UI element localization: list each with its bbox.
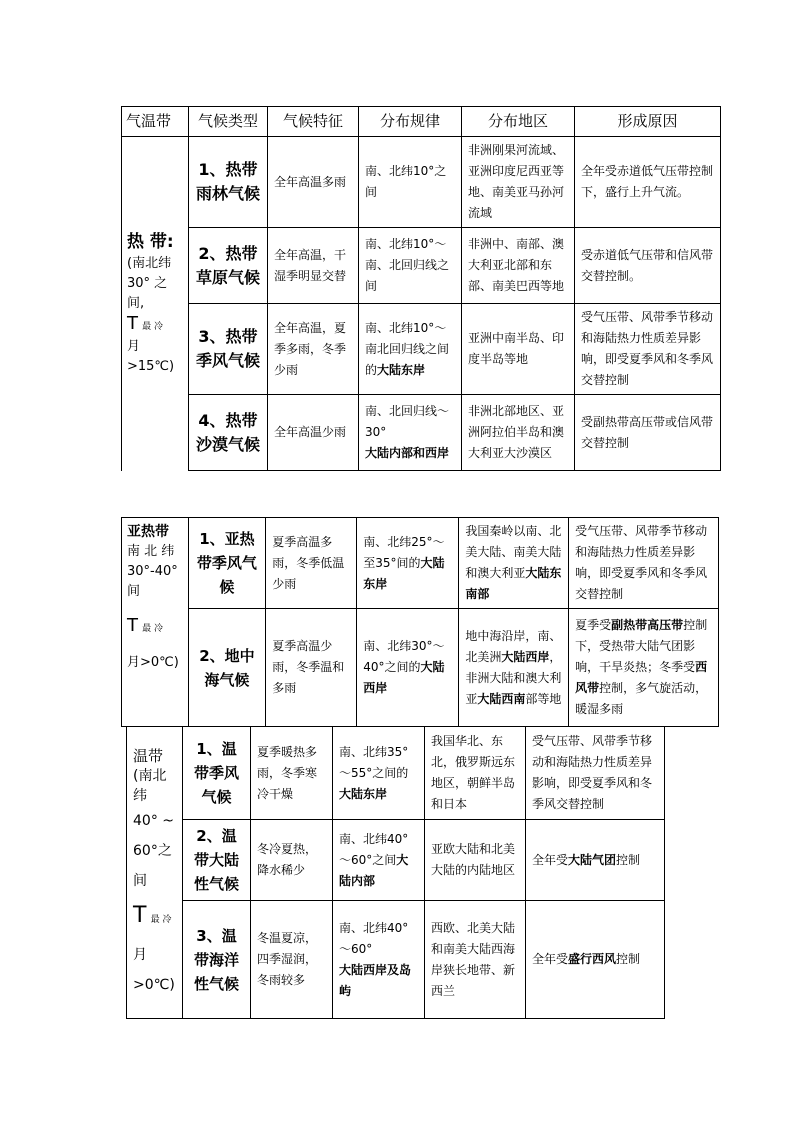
zone-range: 南 北 纬	[127, 544, 175, 559]
cause-bold-2: 西风带	[575, 660, 708, 695]
region-text: 我国秦岭以南、北美大陆、南美大陆和澳大利亚	[465, 524, 562, 580]
rule-bold: 大陆内部和西岸	[365, 446, 450, 460]
header-row	[122, 107, 721, 137]
distribution-rule	[359, 304, 462, 395]
zone-temp-T: T	[127, 615, 138, 636]
header-climate-type: 气候类型	[189, 107, 268, 137]
zone-range-2: 30°-40°	[127, 564, 178, 579]
cause-text-2: 控制下，受热带大陆气团影响，干旱炎热；冬季受	[575, 618, 708, 674]
cause-bold: 副热带高压带	[611, 618, 684, 632]
climate-feature: 冬温夏凉，四季湿润，冬雨较多	[251, 901, 333, 1019]
header-distribution-rule: 分布规律	[359, 107, 462, 137]
climate-feature: 全年高温，夏季多雨，冬季少雨	[268, 304, 359, 395]
climate-type: 1、热带雨林气候	[189, 137, 268, 228]
climate-feature: 夏季高温多雨，冬季低温少雨	[266, 518, 357, 609]
distribution-rule	[333, 820, 425, 901]
table-row	[122, 518, 719, 609]
zone-range: (南北纬	[127, 256, 172, 272]
header-formation-cause: 形成原因	[575, 107, 721, 137]
distribution-region	[459, 518, 569, 609]
formation-cause: 全年受赤道低气压带控制下，盛行上升气流。	[575, 137, 721, 228]
region-bold-2: 大陆西南	[477, 691, 526, 706]
climate-type: 2、地中海气候	[188, 609, 266, 727]
climate-feature: 冬冷夏热，降水稀少	[251, 820, 333, 901]
formation-cause: 受副热带高压带或信风带交替控制	[575, 395, 721, 471]
rule-bold: 大陆东岸	[363, 555, 445, 591]
tropical-zone-table	[121, 106, 721, 471]
header-climate-feature: 气候特征	[268, 107, 359, 137]
climate-feature: 夏季暖热多雨，冬季寒冷干燥	[251, 727, 333, 820]
cause-text-2: 控制	[616, 852, 641, 867]
distribution-region: 我国华北、东北，俄罗斯远东地区，朝鲜半岛和日本	[425, 727, 526, 820]
rule-text: 南、北纬30°～40°之间的	[363, 639, 445, 674]
rule-bold: 大陆东岸	[339, 786, 388, 801]
climate-type: 2、热带草原气候	[189, 228, 268, 304]
header-distribution-region: 分布地区	[462, 107, 575, 137]
zone-cell-temperate	[127, 727, 183, 1019]
distribution-rule	[333, 727, 425, 820]
climate-type: 3、热带季风气候	[189, 304, 268, 395]
header-zone: 气温带	[122, 107, 189, 137]
climate-type: 1、亚热带季风气候	[188, 518, 266, 609]
zone-temp-month: 月>15℃)	[127, 339, 175, 375]
zone-name: 热 带:	[127, 232, 174, 253]
climate-type: 3、温带海洋性气候	[183, 901, 251, 1019]
region-text: 地中海沿岸，南、北美洲	[465, 628, 562, 664]
cause-bold: 大陆气团	[568, 852, 617, 867]
cause-bold: 盛行西风	[568, 952, 617, 966]
formation-cause: 受气压带、风带季节移动和海陆热力性质差异影响，即受夏季风和冬季风交替控制	[526, 727, 665, 820]
subtropical-zone-table	[121, 517, 719, 727]
formation-cause: 受气压带、风带季节移动和海陆热力性质差异影响，即受夏季风和冬季风交替控制	[569, 518, 719, 609]
distribution-rule: 南、北纬10°～南、北回归线之间	[359, 228, 462, 304]
zone-name: 亚热带	[127, 524, 169, 540]
zone-temp-T: T	[127, 313, 138, 335]
climate-type: 4、热带沙漠气候	[189, 395, 268, 471]
rule-text: 南、北回归线～30°	[365, 404, 450, 439]
table-row	[127, 727, 665, 820]
zone-temp-T: T	[133, 902, 147, 928]
region-bold: 大陆东南部	[465, 566, 562, 601]
table-row	[127, 901, 665, 1019]
cause-text-2: 控制	[616, 952, 641, 966]
distribution-rule	[359, 395, 462, 471]
formation-cause	[526, 820, 665, 901]
zone-temp	[127, 616, 183, 639]
formation-cause	[526, 901, 665, 1019]
rule-text: 南、北纬10°～南北回归线之间的	[365, 320, 450, 377]
table-row	[122, 395, 721, 471]
distribution-rule	[333, 901, 425, 1019]
rule-bold: 大陆东岸	[377, 362, 426, 377]
climate-feature: 全年高温多雨	[268, 137, 359, 228]
region-text-2: ，非洲大陆和澳大利亚	[465, 649, 562, 706]
climate-feature: 全年高温少雨	[268, 395, 359, 471]
zone-range-3: 60°之间	[133, 842, 172, 889]
rule-text: 南、北纬40°～60°	[339, 920, 409, 956]
zone-temp-sub: 最 冷	[150, 914, 172, 925]
climate-feature: 夏季高温少雨，冬季温和多雨	[266, 609, 357, 727]
formation-cause	[569, 609, 719, 727]
table-row	[127, 820, 665, 901]
distribution-region: 非洲北部地区、亚洲阿拉伯半岛和澳大利亚大沙漠区	[462, 395, 575, 471]
distribution-region: 非洲刚果河流域、亚洲印度尼西亚等地、南美亚马孙河流域	[462, 137, 575, 228]
zone-range-2: 40° ~	[133, 812, 174, 829]
distribution-rule	[359, 137, 462, 228]
zone-temp-sub: 最 冷	[142, 322, 164, 333]
table-row	[122, 137, 721, 228]
distribution-rule	[357, 518, 459, 609]
rule-bold: 大陆内部	[339, 852, 409, 888]
rule-text: 南、北纬35°～55°之间的	[339, 744, 409, 780]
zone-temp-month: 月>0℃)	[133, 946, 175, 993]
zone-name: 温带	[133, 746, 164, 765]
distribution-region: 亚洲中南半岛、印度半岛等地	[462, 304, 575, 395]
distribution-rule	[357, 609, 459, 727]
table-row	[122, 609, 719, 727]
table-row	[122, 228, 721, 304]
rule-bold: 大陆西岸	[363, 660, 445, 695]
zone-temp-month: 月>0℃)	[127, 655, 179, 670]
cause-text: 夏季受	[575, 618, 612, 632]
distribution-region: 亚欧大陆和北美大陆的内陆地区	[425, 820, 526, 901]
rule-bold: 大陆西岸及岛屿	[339, 962, 412, 998]
zone-temp-sub: 最 冷	[142, 624, 164, 634]
table-row	[122, 304, 721, 395]
zone-range-2: 30° 之间,	[127, 276, 168, 312]
cause-text-3: 控制，多气旋活动，暖湿多雨	[575, 681, 708, 716]
formation-cause: 受气压带、风带季节移动和海陆热力性质差异影响，即受夏季风和冬季风交替控制	[575, 304, 721, 395]
rule-text: 南、北纬25°～至35°间的	[363, 534, 445, 570]
rule-text: 南、北纬40°～60°之间	[339, 831, 409, 867]
climate-type: 1、温带季风气候	[183, 727, 251, 820]
zone-cell-subtropical	[122, 518, 189, 727]
zone-cell-tropical	[122, 137, 189, 471]
formation-cause: 受赤道低气压带和信风带交替控制。	[575, 228, 721, 304]
zone-temp	[133, 896, 176, 940]
distribution-region: 非洲中、南部、澳大利亚北部和东部、南美巴西等地	[462, 228, 575, 304]
rule-text: 南、北纬10°之间	[365, 164, 447, 199]
temperate-zone-table	[126, 726, 665, 1019]
zone-temp	[127, 314, 183, 337]
zone-range-3: 间	[127, 584, 141, 599]
climate-feature: 全年高温，干湿季明显交替	[268, 228, 359, 304]
cause-text: 全年受	[532, 952, 569, 966]
distribution-region	[459, 609, 569, 727]
region-bold: 大陆西岸	[501, 649, 550, 664]
climate-type: 2、温带大陆性气候	[183, 820, 251, 901]
zone-range: (南北纬	[133, 767, 167, 804]
cause-text: 全年受	[532, 852, 569, 867]
distribution-region: 西欧、北美大陆和南美大陆西海岸狭长地带、新西兰	[425, 901, 526, 1019]
region-text-3: 部等地	[525, 691, 562, 706]
